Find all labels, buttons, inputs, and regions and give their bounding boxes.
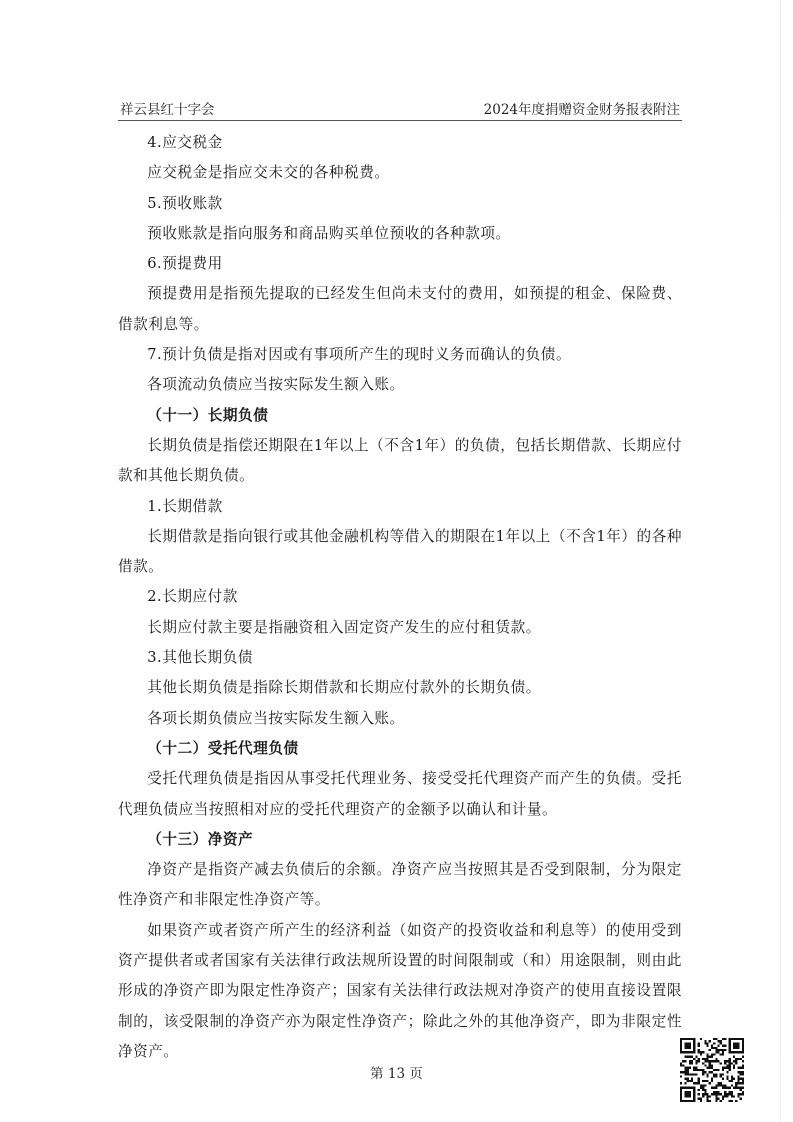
paragraph: 其他长期负债是指除长期借款和长期应付款外的长期负债。 xyxy=(147,679,541,697)
paragraph: 各项长期负债应当按实际发生额入账。 xyxy=(147,709,405,727)
header-document-title: 2024年度捐赠资金财务报表附注 xyxy=(483,102,680,118)
paragraph: 1.长期借款 xyxy=(147,497,223,515)
paragraph: 长期借款是指向银行或其他金融机构等借入的期限在1年以上（不含1年）的各种借款。 xyxy=(118,527,682,576)
page-number: 第 13 页 xyxy=(370,1066,423,1082)
paragraph: 4.应交税金 xyxy=(147,134,223,151)
paragraph: 预提费用是指预先提取的已经发生但尚未支付的费用，如预提的租金、保险费、借款利息等。 xyxy=(118,285,682,333)
paragraph: 如果资产或者资产所产生的经济利益（如资产的投资收益和利息等）的使用受到资产提供者或者国家有关法律行政法规所设置的时间限制或（和）用途限制，则由此形成的净资产即为限定性净资产；国家有关法律行政法规对净资产的使用直接设置限制的，该受限制的净资产亦为限定性净资产；除此之外的其他净资产，即为非限定性净资产。 xyxy=(118,921,682,1060)
header-divider xyxy=(118,120,682,121)
page-footer xyxy=(0,1062,793,1082)
paragraph: 2.长期应付款 xyxy=(147,588,238,606)
section-heading: （十一）长期负债 xyxy=(147,406,269,424)
qr-code-icon xyxy=(680,1038,744,1102)
section-heading: （十二）受托代理负债 xyxy=(147,739,299,757)
paragraph: 3.其他长期负债 xyxy=(147,649,254,667)
paragraph: 各项流动负债应当按实际发生额入账。 xyxy=(147,376,405,394)
paragraph: 长期应付款主要是指融资租入固定资产发生的应付租赁款。 xyxy=(147,618,541,636)
page-header xyxy=(118,98,682,118)
paragraph: 5.预收账款 xyxy=(147,194,223,212)
paragraph: 预收账款是指向服务和商品购买单位预收的各种款项。 xyxy=(147,224,511,242)
body-text xyxy=(118,128,682,1067)
paragraph: 长期负债是指偿还期限在1年以上（不含1年）的负债，包括长期借款、长期应付款和其他长期负债。 xyxy=(118,436,682,485)
header-organization: 祥云县红十字会 xyxy=(120,102,215,118)
section-heading: （十三）净资产 xyxy=(147,830,254,848)
paragraph: 应交税金是指应交未交的各种税费。 xyxy=(147,164,390,182)
paragraph: 受托代理负债是指因从事受托代理业务、接受受托代理资产而产生的负债。受托代理负债应当按照相对应的受托代理资产的金额予以确认和计量。 xyxy=(118,770,682,818)
paragraph: 6.预提费用 xyxy=(147,255,223,273)
paragraph: 净资产是指资产减去负债后的余额。净资产应当按照其是否受到限制，分为限定性净资产和非限定性净资产等。 xyxy=(118,861,682,909)
paragraph: 7.预计负债是指对因或有事项所产生的现时义务而确认的负债。 xyxy=(147,346,572,364)
scan-edge-line xyxy=(780,0,781,1122)
